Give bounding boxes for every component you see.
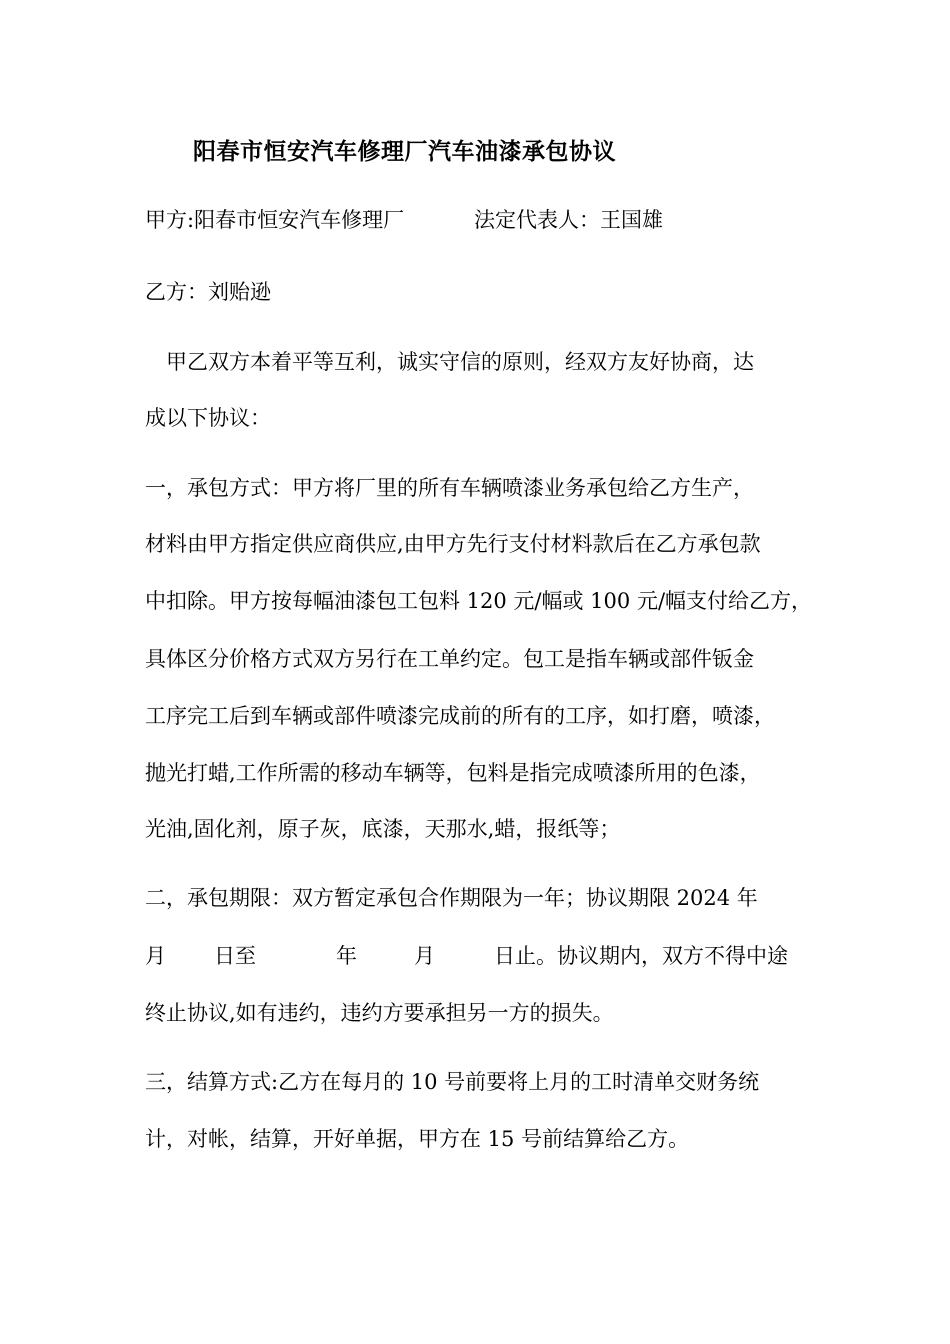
clause-1-line-4: 具体区分价格方式双方另行在工单约定。包工是指车辆或部件钣金	[145, 647, 754, 671]
clause-2-line-3: 终止协议,如有违约，违约方要承担另一方的损失。	[145, 1001, 614, 1025]
clause-3-line-2: 计，对帐，结算，开好单据，甲方在 15 号前结算给乙方。	[145, 1127, 690, 1151]
clause-1-line-7: 光油,固化剂，原子灰，底漆，天那水,蜡，报纸等；	[145, 817, 621, 841]
clause-2-line-1: 二，承包期限：双方暂定承包合作期限为一年；协议期限 2024 年	[145, 886, 758, 910]
clause-2-month-1: 月	[145, 944, 166, 968]
party-a: 甲方:阳春市恒安汽车修理厂	[145, 208, 405, 232]
clause-1-line-1: 一，承包方式：甲方将厂里的所有车辆喷漆业务承包给乙方生产，	[145, 476, 754, 500]
clause-2-day-from: 日至	[214, 944, 256, 968]
document-title: 阳春市恒安汽车修理厂汽车油漆承包协议	[193, 138, 616, 165]
clause-2-year-2: 年	[336, 944, 357, 968]
clause-1-line-6: 抛光打蜡,工作所需的移动车辆等，包料是指完成喷漆所用的色漆，	[145, 761, 761, 785]
intro-line-1: 甲乙双方本着平等互利，诚实守信的原则，经双方友好协商，达	[166, 350, 754, 374]
party-b: 乙方：刘贻逊	[145, 280, 271, 304]
clause-1-line-2: 材料由甲方指定供应商供应,由甲方先行支付材料款后在乙方承包款	[145, 532, 761, 556]
clause-2-month-2: 月	[414, 944, 435, 968]
party-a-representative: 法定代表人：王国雄	[474, 208, 663, 232]
clause-1-line-3: 中扣除。甲方按每幅油漆包工包料 120 元/幅或 100 元/幅支付给乙方，	[145, 589, 813, 613]
clause-2-day-to: 日止。协议期内，双方不得中途	[494, 944, 788, 968]
intro-line-2: 成以下协议：	[145, 406, 271, 430]
clause-1-line-5: 工序完工后到车辆或部件喷漆完成前的所有的工序，如打磨，喷漆，	[145, 704, 775, 728]
clause-3-line-1: 三，结算方式:乙方在每月的 10 号前要将上月的工时清单交财务统	[145, 1070, 760, 1094]
